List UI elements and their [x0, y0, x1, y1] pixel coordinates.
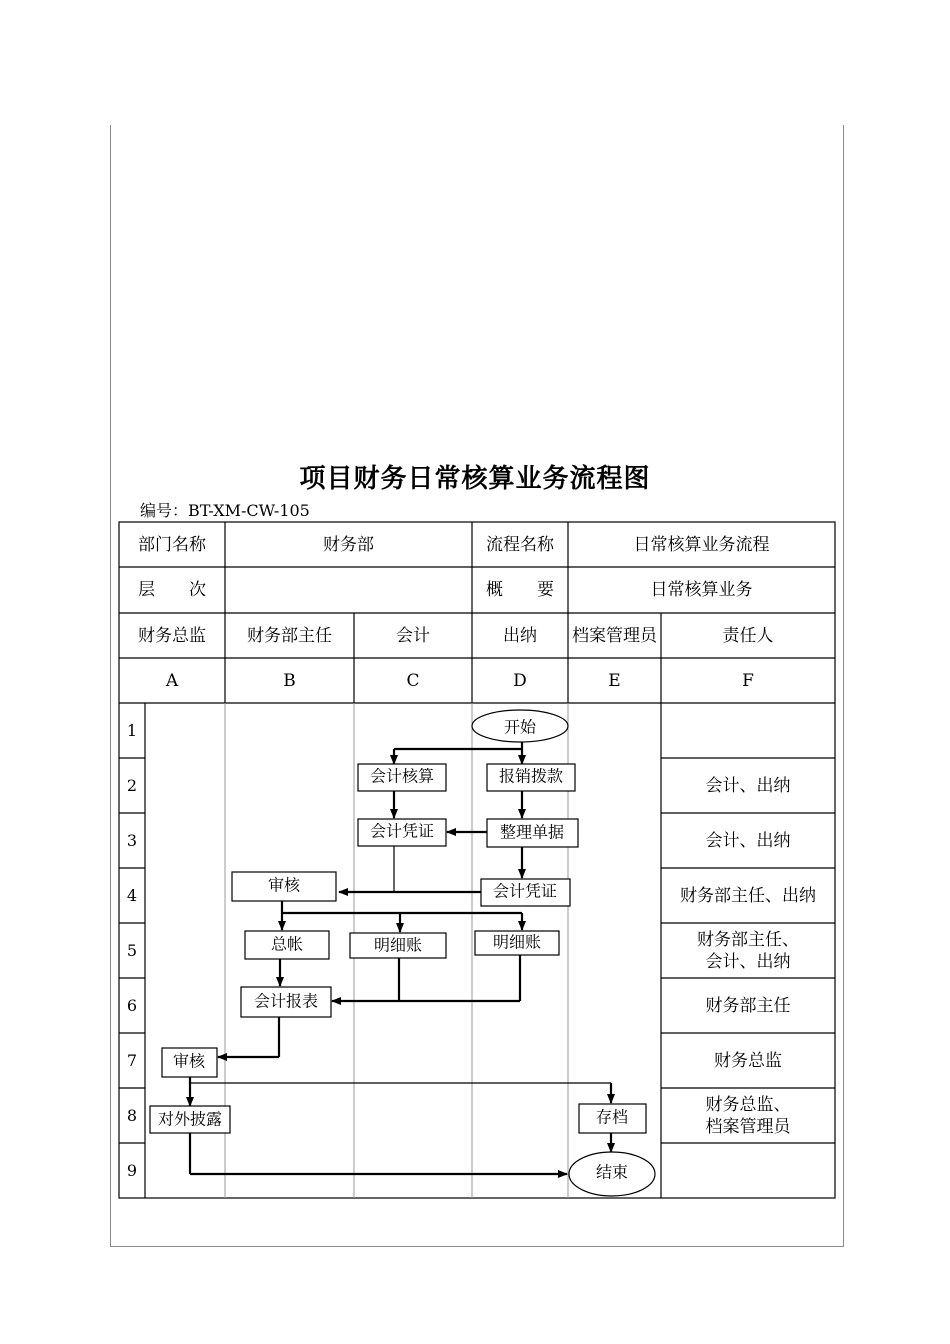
- row-number: 5: [126, 940, 138, 960]
- reimburse-label: 报销拨款: [498, 766, 564, 786]
- row-number: 7: [126, 1050, 138, 1070]
- role-d: 出纳: [503, 625, 537, 646]
- summary-label-char-1: 概: [486, 580, 503, 600]
- dept-value: 财务部: [323, 534, 374, 555]
- role-f: 责任人: [722, 625, 774, 646]
- end-label: 结束: [595, 1162, 629, 1182]
- detail-c-label: 明细账: [373, 935, 423, 955]
- col-a: A: [165, 670, 179, 691]
- role-e: 档案管理员: [572, 625, 657, 646]
- row-number: 9: [126, 1160, 138, 1180]
- archive-label: 存档: [595, 1107, 629, 1127]
- detail-d-label: 明细账: [492, 932, 542, 952]
- responsible-cell: 财务部主任、 会计、出纳: [697, 929, 799, 972]
- role-a: 财务总监: [138, 625, 206, 646]
- row-number: 6: [126, 995, 138, 1015]
- row-number: 4: [126, 885, 138, 905]
- role-b: 财务部主任: [247, 625, 332, 646]
- responsible-cell: 会计、出纳: [705, 830, 791, 851]
- process-label: 流程名称: [486, 534, 554, 555]
- accounting-calc-label: 会计核算: [369, 766, 435, 786]
- process-value: 日常核算业务流程: [633, 534, 770, 555]
- responsible-cell: 财务总监: [714, 1050, 782, 1071]
- level-label-char-1: 层: [138, 580, 155, 600]
- col-e: E: [608, 670, 621, 691]
- row-number: 8: [126, 1105, 138, 1125]
- summary-value: 日常核算业务: [650, 580, 753, 600]
- row-number: 3: [126, 830, 138, 850]
- level-label-char-2: 次: [189, 580, 206, 600]
- start-label: 开始: [503, 717, 537, 737]
- summary-label-char-2: 要: [537, 580, 554, 600]
- page-title: 项目财务日常核算业务流程图: [299, 464, 651, 494]
- general-ledger-label: 总帐: [270, 934, 304, 954]
- row-number: 1: [126, 720, 138, 740]
- responsible-cell: 财务部主任: [705, 995, 791, 1016]
- sort-docs-label: 整理单据: [499, 822, 565, 842]
- col-c: C: [406, 670, 420, 691]
- responsible-cell: 财务总监、 档案管理员: [705, 1094, 791, 1137]
- dept-label: 部门名称: [138, 534, 206, 555]
- responsible-cell: 会计、出纳: [705, 775, 791, 796]
- voucher-c-label: 会计凭证: [369, 821, 435, 841]
- col-b: B: [283, 670, 296, 691]
- responsible-cell: 财务部主任、出纳: [680, 885, 816, 906]
- row-number: 2: [126, 775, 138, 795]
- review-b-label: 审核: [267, 875, 301, 895]
- disclosure-label: 对外披露: [157, 1109, 223, 1129]
- voucher-d-label: 会计凭证: [492, 881, 558, 901]
- review-a-label: 审核: [172, 1051, 206, 1071]
- col-d: D: [513, 670, 527, 691]
- report-label: 会计报表: [253, 991, 319, 1011]
- table-grid: [119, 522, 835, 1198]
- role-c: 会计: [396, 625, 430, 646]
- table-border: [119, 522, 835, 1198]
- col-f: F: [742, 670, 754, 691]
- document-number: 编号：BT-XM-CW-105: [140, 501, 310, 520]
